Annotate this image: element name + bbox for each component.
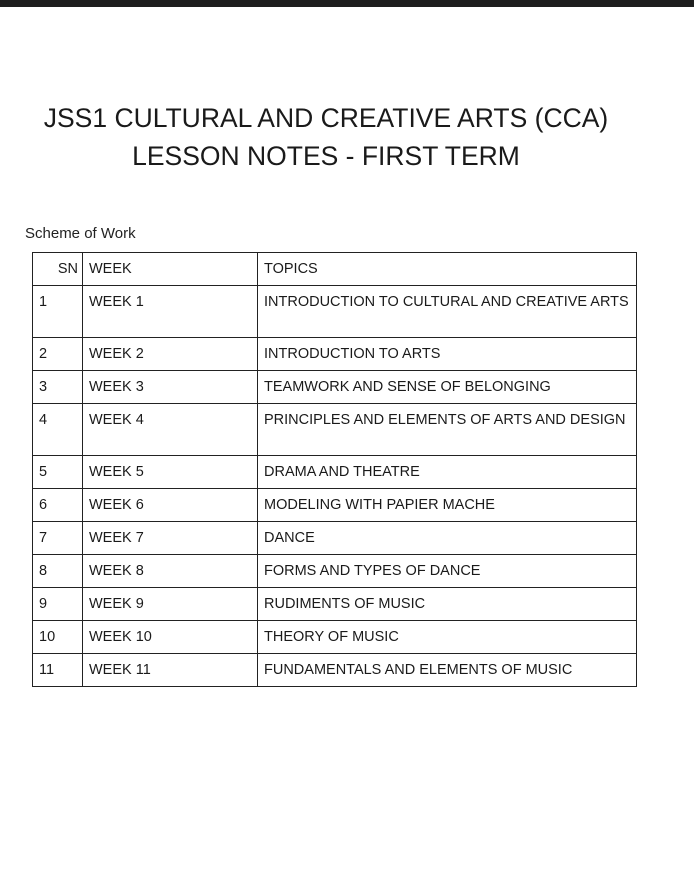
table-row: [33, 654, 637, 687]
cell-week: WEEK 9: [83, 588, 258, 621]
header-topics: TOPICS: [258, 253, 637, 286]
cell-topic: FUNDAMENTALS AND ELEMENTS OF MUSIC: [258, 654, 637, 687]
table-row: [33, 404, 637, 456]
table-row: [33, 489, 637, 522]
table-row: [33, 456, 637, 489]
cell-sn: 8: [33, 555, 83, 588]
table-row: [33, 621, 637, 654]
cell-sn: 1: [33, 286, 83, 338]
table-row: [33, 371, 637, 404]
cell-week: WEEK 7: [83, 522, 258, 555]
header-sn: SN: [33, 253, 83, 286]
header-week: WEEK: [83, 253, 258, 286]
cell-week: WEEK 4: [83, 404, 258, 456]
cell-sn: 2: [33, 338, 83, 371]
cell-week: WEEK 1: [83, 286, 258, 338]
page-title-line-1: JSS1 CULTURAL AND CREATIVE ARTS (CCA): [43, 103, 609, 133]
cell-topic: INTRODUCTION TO CULTURAL AND CREATIVE ARTS: [258, 286, 637, 338]
cell-topic: RUDIMENTS OF MUSIC: [258, 588, 637, 621]
cell-week: WEEK 2: [83, 338, 258, 371]
cell-topic: PRINCIPLES AND ELEMENTS OF ARTS AND DESIGN: [258, 404, 637, 456]
cell-topic: TEAMWORK AND SENSE OF BELONGING: [258, 371, 637, 404]
table-row: [33, 588, 637, 621]
table-row: [33, 286, 637, 338]
cell-sn: 7: [33, 522, 83, 555]
cell-week: WEEK 11: [83, 654, 258, 687]
cell-sn: 10: [33, 621, 83, 654]
cell-week: WEEK 10: [83, 621, 258, 654]
scheme-of-work-table: [32, 252, 637, 687]
cell-week: WEEK 8: [83, 555, 258, 588]
cell-sn: 11: [33, 654, 83, 687]
page-title-line-2: LESSON NOTES - FIRST TERM: [132, 141, 520, 171]
cell-topic: THEORY OF MUSIC: [258, 621, 637, 654]
cell-week: WEEK 6: [83, 489, 258, 522]
cell-topic: DRAMA AND THEATRE: [258, 456, 637, 489]
table-row: [33, 522, 637, 555]
table-row: [33, 338, 637, 371]
table-row: [33, 555, 637, 588]
cell-topic: DANCE: [258, 522, 637, 555]
top-bar: [0, 0, 694, 7]
cell-sn: 9: [33, 588, 83, 621]
cell-sn: 3: [33, 371, 83, 404]
cell-sn: 6: [33, 489, 83, 522]
table-caption: Scheme of Work: [25, 225, 136, 242]
cell-topic: INTRODUCTION TO ARTS: [258, 338, 637, 371]
cell-week: WEEK 3: [83, 371, 258, 404]
cell-sn: 5: [33, 456, 83, 489]
cell-topic: MODELING WITH PAPIER MACHE: [258, 489, 637, 522]
cell-topic: FORMS AND TYPES OF DANCE: [258, 555, 637, 588]
table-header-row: [33, 253, 637, 286]
cell-sn: 4: [33, 404, 83, 456]
cell-week: WEEK 5: [83, 456, 258, 489]
